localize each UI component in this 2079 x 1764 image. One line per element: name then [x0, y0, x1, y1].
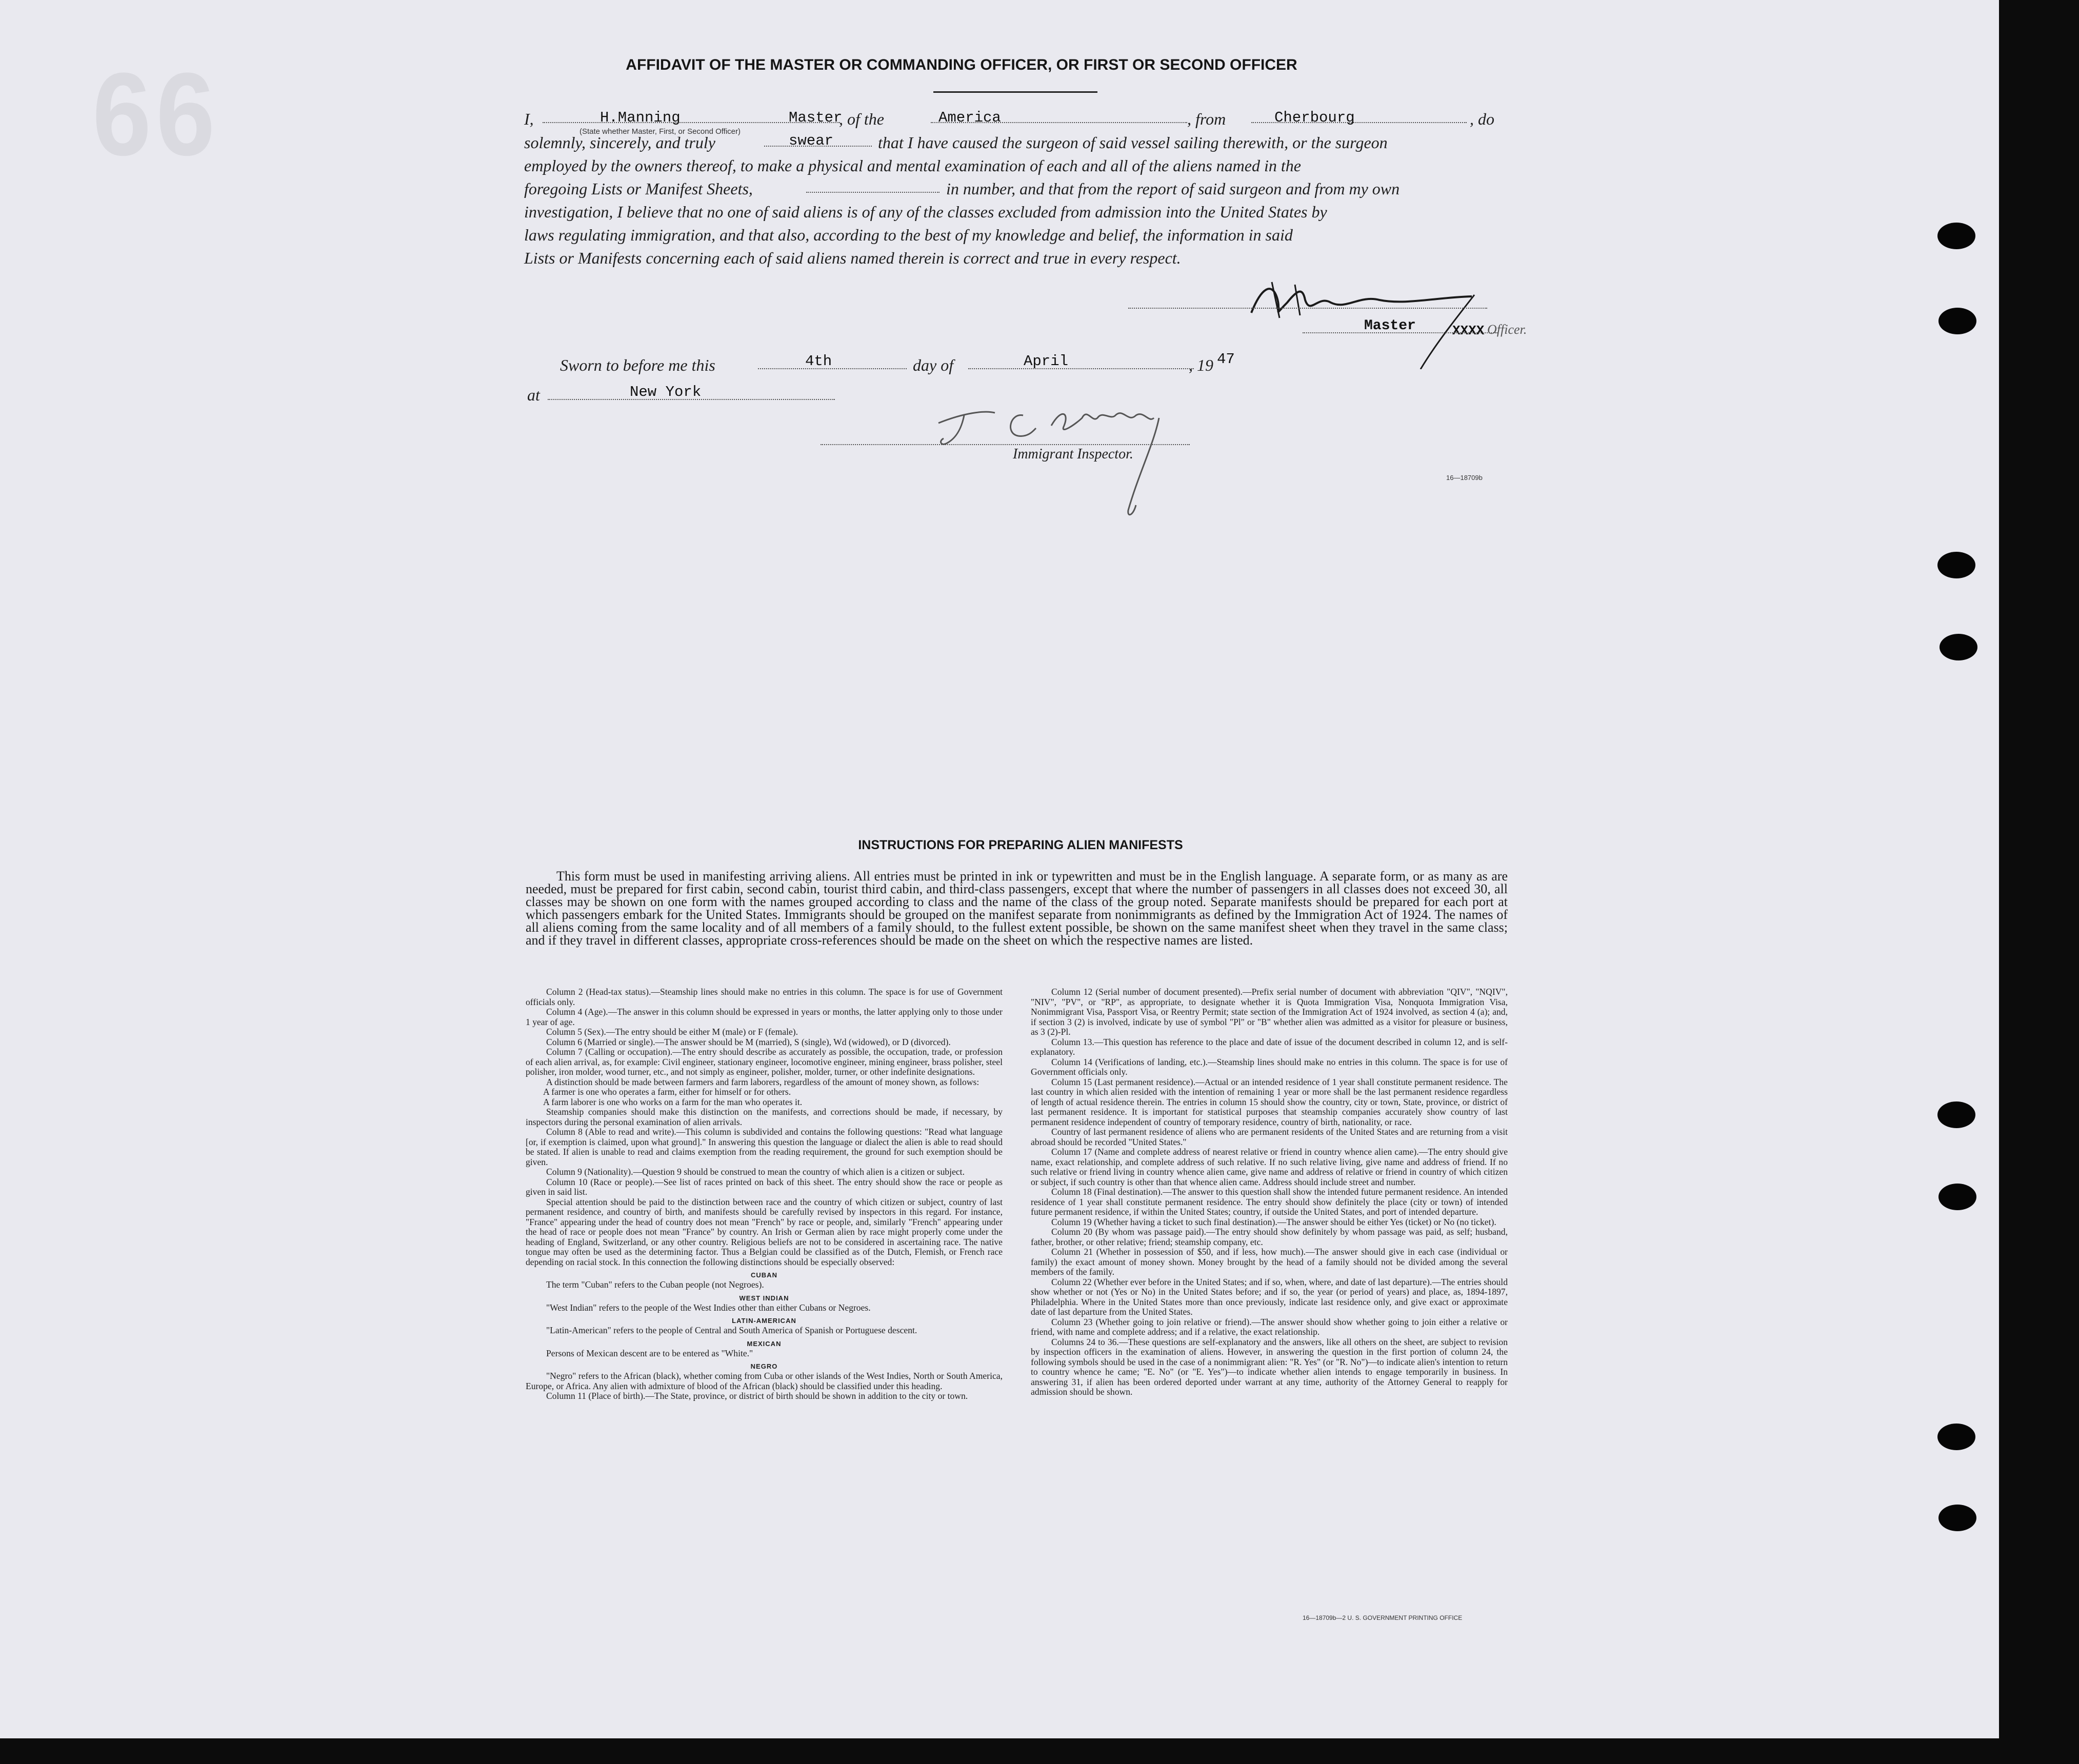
- affidavit-line-2b: that I have caused the surgeon of said vessel sailing therewith, or the surgeon: [878, 133, 1388, 152]
- instruction-item: Column 23 (Whether going to join relative or friend).—The answer should show whether going to join either a relative or friend, with name and complete address; and if a relative, the exact relationship.: [1031, 1316, 1508, 1337]
- affidavit-line-6: laws regulating immigration, and that also, according to the best of my knowledge and belief, the information in said: [524, 226, 1293, 244]
- binder-hole: [1940, 634, 1977, 660]
- instruction-item: A farmer is one who operates a farm, either for himself or for others.: [543, 1087, 791, 1097]
- form-number-bottom: 16—18709b—2 U. S. GOVERNMENT PRINTING OFFICE: [1303, 1614, 1463, 1621]
- inspector-line: [821, 444, 1190, 445]
- binder-hole: [1938, 1184, 1976, 1210]
- instruction-item: Column 18 (Final destination).—The answer to this question shall show the intended future permanent residence. An intended residence of 1 year shall constitute permanent residence. The entry should show definitely the place (city or town) of intended future permanent residence, if within the United States; country, if outside the United States, and port of intended departure.: [1031, 1187, 1508, 1217]
- instruction-item: Column 5 (Sex).—The entry should be either M (male) or F (female).: [546, 1027, 798, 1037]
- sworn-day: 4th: [805, 353, 832, 370]
- from-label: , from: [1187, 110, 1226, 128]
- signer-title: Master: [1364, 318, 1416, 334]
- race-definition: "Negro" refers to the African (black), whether coming from Cuba or other islands of the West Indies, North or South America, Europe, or Africa. Any alien with admixture of blood of the African (black) should be classified under this heading.: [526, 1371, 1003, 1391]
- at-label: at: [527, 386, 540, 404]
- binder-hole: [1937, 223, 1975, 249]
- instruction-item: Column 9 (Nationality).—Question 9 should be construed to mean the country of which alien is a citizen or subject.: [546, 1167, 965, 1177]
- vessel-name: America: [938, 109, 1001, 126]
- instruction-item: Column 7 (Calling or occupation).—The entry should describe as accurately as possible, the occupation, trade, or profession of each alien arrival, as, for example: Civil engineer, stationary engineer, locomotive engineer, mining engineer, brass polisher, steel polisher, iron molder, wood turner, etc., and not simply as engineer, polisher, molder, turner, or other indefinite designations.: [526, 1047, 1003, 1077]
- instructions-right-column: [1031, 987, 1508, 1397]
- affidavit-line-5: investigation, I believe that no one of said aliens is of any of the classes excluded from admission into the United States by: [524, 203, 1327, 221]
- affidavit-line-4a: foregoing Lists or Manifest Sheets,: [524, 179, 753, 198]
- officer-strikeout: XXXX: [1452, 323, 1485, 338]
- affidavit-line-4b: in number, and that from the report of said surgeon and from my own: [946, 179, 1400, 198]
- binder-hole: [1937, 1424, 1975, 1450]
- instruction-item: Column 15 (Last permanent residence).—Actual or an intended residence of 1 year shall constitute permanent residence. The last country in which alien resided with the intention of remaining 1 year or more shall be the last permanent residence regardless of length of actual residence therein. The entries in column 15 should show the country, city or town, State, province, or district of last permanent residence. It is important for statistical purposes that steamship companies accurately show country of last permanent residence independent of country of temporary residence, country of birth, nationality, or race.: [1031, 1076, 1508, 1127]
- master-name: H.Manning: [600, 109, 681, 126]
- instruction-item: A farm laborer is one who works on a farm for the man who operates it.: [543, 1096, 803, 1107]
- instructions-left-column: [526, 987, 1003, 1401]
- instruction-item: Column 10 (Race or people).—See list of races printed on back of this sheet. The entry should show the race or people as given in said list.: [526, 1176, 1003, 1197]
- race-heading-mexican: MEXICAN: [747, 1339, 782, 1348]
- instruction-item: Column 19 (Whether having a ticket to such final destination).—The answer should be either Yes (ticket) or No (no ticket).: [1051, 1216, 1496, 1227]
- instruction-item: Column 17 (Name and complete address of nearest relative or friend in country whence alien came).—The entry should give name, exact relationship, and complete address of such relative. If no such relative living, give name and address of friend. If no such relative or friend living in country whence alien came, give name and address of relative or friend in country of which citizen or subject, if such country is other than that whence alien came. Address should include street and number.: [1031, 1147, 1508, 1187]
- affidavit-line-2a: solemnly, sincerely, and truly: [524, 133, 715, 152]
- bleed-through-page-number: 66: [92, 48, 220, 180]
- do-label: , do: [1470, 110, 1494, 128]
- instruction-item: Column 14 (Verifications of landing, etc.).—Steamship lines should make no entries in this column. The space is for use of Government officials only.: [1031, 1056, 1508, 1077]
- inspector-label: Immigrant Inspector.: [1013, 446, 1133, 462]
- affidavit-line-7: Lists or Manifests concerning each of said aliens named therein is correct and true in every respect.: [524, 249, 1181, 267]
- title-line: [1303, 332, 1497, 333]
- race-definition: "West Indian" refers to the people of the West Indies other than either Cubans or Negroes.: [546, 1302, 871, 1313]
- binder-hole: [1938, 1505, 1976, 1531]
- day-of-label: day of: [913, 356, 954, 374]
- instruction-item: A distinction should be made between farmers and farm laborers, regardless of the amount of money shown, as follows:: [546, 1076, 979, 1087]
- sheets-fill-line: [806, 192, 939, 193]
- instructions-title: INSTRUCTIONS FOR PREPARING ALIEN MANIFESTS: [858, 838, 1183, 852]
- instruction-item: Special attention should be paid to the distinction between race and the country of which citizen or subject, country of last permanent residence, and country of birth, and manifests should be carefully revised by inspectors in this regard. For instance, "France" appearing under the head of country does not mean "French" by race or people, and, similarly "French" appearing under the head of race or people does not mean "France" by country. An Irish or German alien by race might properly come under the heading of England, Switzerland, or any other country. Religious beliefs are not to be considered in ascertaining race. The native tongue may often be used as the determining factor. Thus a Belgian could be classified as of the Dutch, Flemish, or French race depending on racial stock. In this connection the following distinctions should be especially observed:: [526, 1196, 1003, 1267]
- race-definition: The term "Cuban" refers to the Cuban people (not Negroes).: [546, 1279, 764, 1290]
- affidavit-i: I,: [524, 110, 534, 128]
- race-heading-cuban: CUBAN: [751, 1271, 777, 1279]
- month-fill-line: [968, 368, 1194, 369]
- instruction-item: Column 22 (Whether ever before in the United States; and if so, when, where, and date of last departure).—The entries should show whether or not (Yes or No) in the United States before; and if so, the year (or period of years) and place, as, 1894-1897, Philadelphia. Where in the United States more than once previously, indicate last residence only, and give exact or approximate date of last departure from the United States.: [1031, 1276, 1508, 1317]
- instruction-item: Column 8 (Able to read and write).—This column is subdivided and contains the following questions: "Read what language [or, if exemption is claimed, upon what ground]." In answering this question the language or dialect the alien is able to read should be stated. If alien is unable to read and claims exemption from the reading requirement, the ground for such exemption should be given.: [526, 1127, 1003, 1167]
- instruction-item: Column 11 (Place of birth).—The State, province, or district of birth should be shown in addition to the city or town.: [546, 1391, 968, 1401]
- oath-value: swear: [789, 132, 834, 149]
- signature-line: [1128, 308, 1487, 309]
- instructions-intro: This form must be used in manifesting arriving aliens. All entries must be printed in ink or typewritten and must be in the English language. A separate form, or as many as are needed, must be prepared for first cabin, second cabin, tourist third cabin, and third-class passengers, except that where the number of passengers in all classes does not exceed 30, all classes may be shown on one form with the names grouped according to class and the name of the class of the group noted. Separate manifests should be prepared for each port at which passengers embark for the United States. Immigrants should be grouped on the manifest separate from nonimmigrants as defined by the Immigration Act of 1924. The names of all aliens coming from the same locality and of all members of a family should, to the fullest extent possible, be shown on the same manifest sheet when they travel in the same class; and if they travel in different classes, appropriate cross-references should be made on the sheet on which the respective names are listed.: [526, 869, 1508, 948]
- instruction-item: Column 4 (Age).—The answer in this column should be expressed in years or months, the latter applying only to those under 1 year of age.: [526, 1007, 1003, 1027]
- year-suffix: 47: [1217, 351, 1235, 368]
- of-the-label: , of the: [839, 110, 884, 128]
- instruction-item: Column 21 (Whether in possession of $50, and if less, how much).—The answer should give in each case (individual or family) the exact amount of money shown. Money brought by the head of a family should not be divided among the several members of the family.: [1031, 1247, 1508, 1277]
- instruction-item: Columns 24 to 36.—These questions are self-explanatory and the answers, like all others on the sheet, are subject to revision by inspection officers in the examination of aliens. However, in answering the question in the first portion of column 24, the following symbols should be used in the case of a nonimmigrant alien: "R. Yes" (or "R. No")—to indicate alien's intention to return to country whence he came; "E. No" (or "E. Yes")—to indicate whether alien intends to engage temporarily in business. In answering 31, if alien has been ordered deported under warrant at any time, authority of the Attorney General to reapply for admission should be shown.: [1031, 1336, 1508, 1397]
- instruction-item: Steamship companies should make this distinction on the manifests, and corrections should be made, if necessary, by inspectors during the personal examination of alien arrivals.: [526, 1107, 1003, 1127]
- race-heading-latin-american: LATIN-AMERICAN: [732, 1317, 796, 1325]
- rank-note: (State whether Master, First, or Second Officer): [579, 127, 741, 136]
- instruction-item: Column 6 (Married or single).—The answer should be M (married), S (single), Wd (widowed), or D (divorced).: [546, 1036, 951, 1047]
- instruction-item: Column 20 (By whom was passage paid).—The entry should show definitely by whom passage was paid, as self; husband, father, brother, or other relative; friend; steamship company, etc.: [1031, 1227, 1508, 1247]
- race-heading-negro: NEGRO: [750, 1362, 778, 1370]
- form-number-top: 16—18709b: [1446, 474, 1483, 482]
- affidavit-title: AFFIDAVIT OF THE MASTER OR COMMANDING OFFICER, OR FIRST OR SECOND OFFICER: [626, 56, 1297, 73]
- binder-hole: [1937, 552, 1975, 578]
- title-rule: [933, 91, 1097, 93]
- race-definition: "Latin-American" refers to the people of Central and South America of Spanish or Portuguese descent.: [546, 1325, 917, 1335]
- sworn-label: Sworn to before me this: [560, 356, 715, 374]
- sworn-month: April: [1024, 353, 1069, 370]
- sworn-place: New York: [630, 384, 702, 400]
- race-definition: Persons of Mexican descent are to be entered as "White.": [546, 1348, 753, 1358]
- year-prefix: , 19: [1189, 356, 1213, 374]
- rank-value: Master: [789, 109, 843, 126]
- day-fill-line: [758, 368, 907, 369]
- instruction-item: Column 13.—This question has reference to the place and date of issue of the document described in column 12, and is self-explanatory.: [1031, 1036, 1508, 1057]
- officer-label: Officer.: [1487, 322, 1527, 337]
- instruction-item: Column 2 (Head-tax status).—Steamship lines should make no entries in this column. The space is for use of Government officials only.: [526, 987, 1003, 1007]
- instruction-item: Column 12 (Serial number of document presented).—Prefix serial number of document with abbreviation "QIV", "NQIV", "NIV", "PV", or "RP", as appropriate, to designate whether it is Quota Immigration Visa, Nonquota Immigration Visa, Nonimmigrant Visa, Passport Visa, or Reentry Permit; state section of the Immigration Act of 1924 involved, as section 4 (a); and, if section 3 (2) is involved, indicate by use of symbol "Pl" or "B" whether alien was admitted as a visitor for pleasure or business, as 3 (2)-Pl.: [1031, 987, 1508, 1037]
- binder-hole: [1938, 308, 1976, 334]
- affidavit-line-3: employed by the owners thereof, to make a physical and mental examination of each and all of the aliens named in the: [524, 156, 1301, 175]
- binder-hole: [1937, 1101, 1975, 1128]
- instruction-item: Country of last permanent residence of aliens who are permanent residents of the United States and are returning from a visit abroad should be recorded "United States.": [1031, 1127, 1508, 1147]
- race-heading-west-indian: WEST INDIAN: [739, 1294, 789, 1302]
- port-name: Cherbourg: [1274, 109, 1355, 126]
